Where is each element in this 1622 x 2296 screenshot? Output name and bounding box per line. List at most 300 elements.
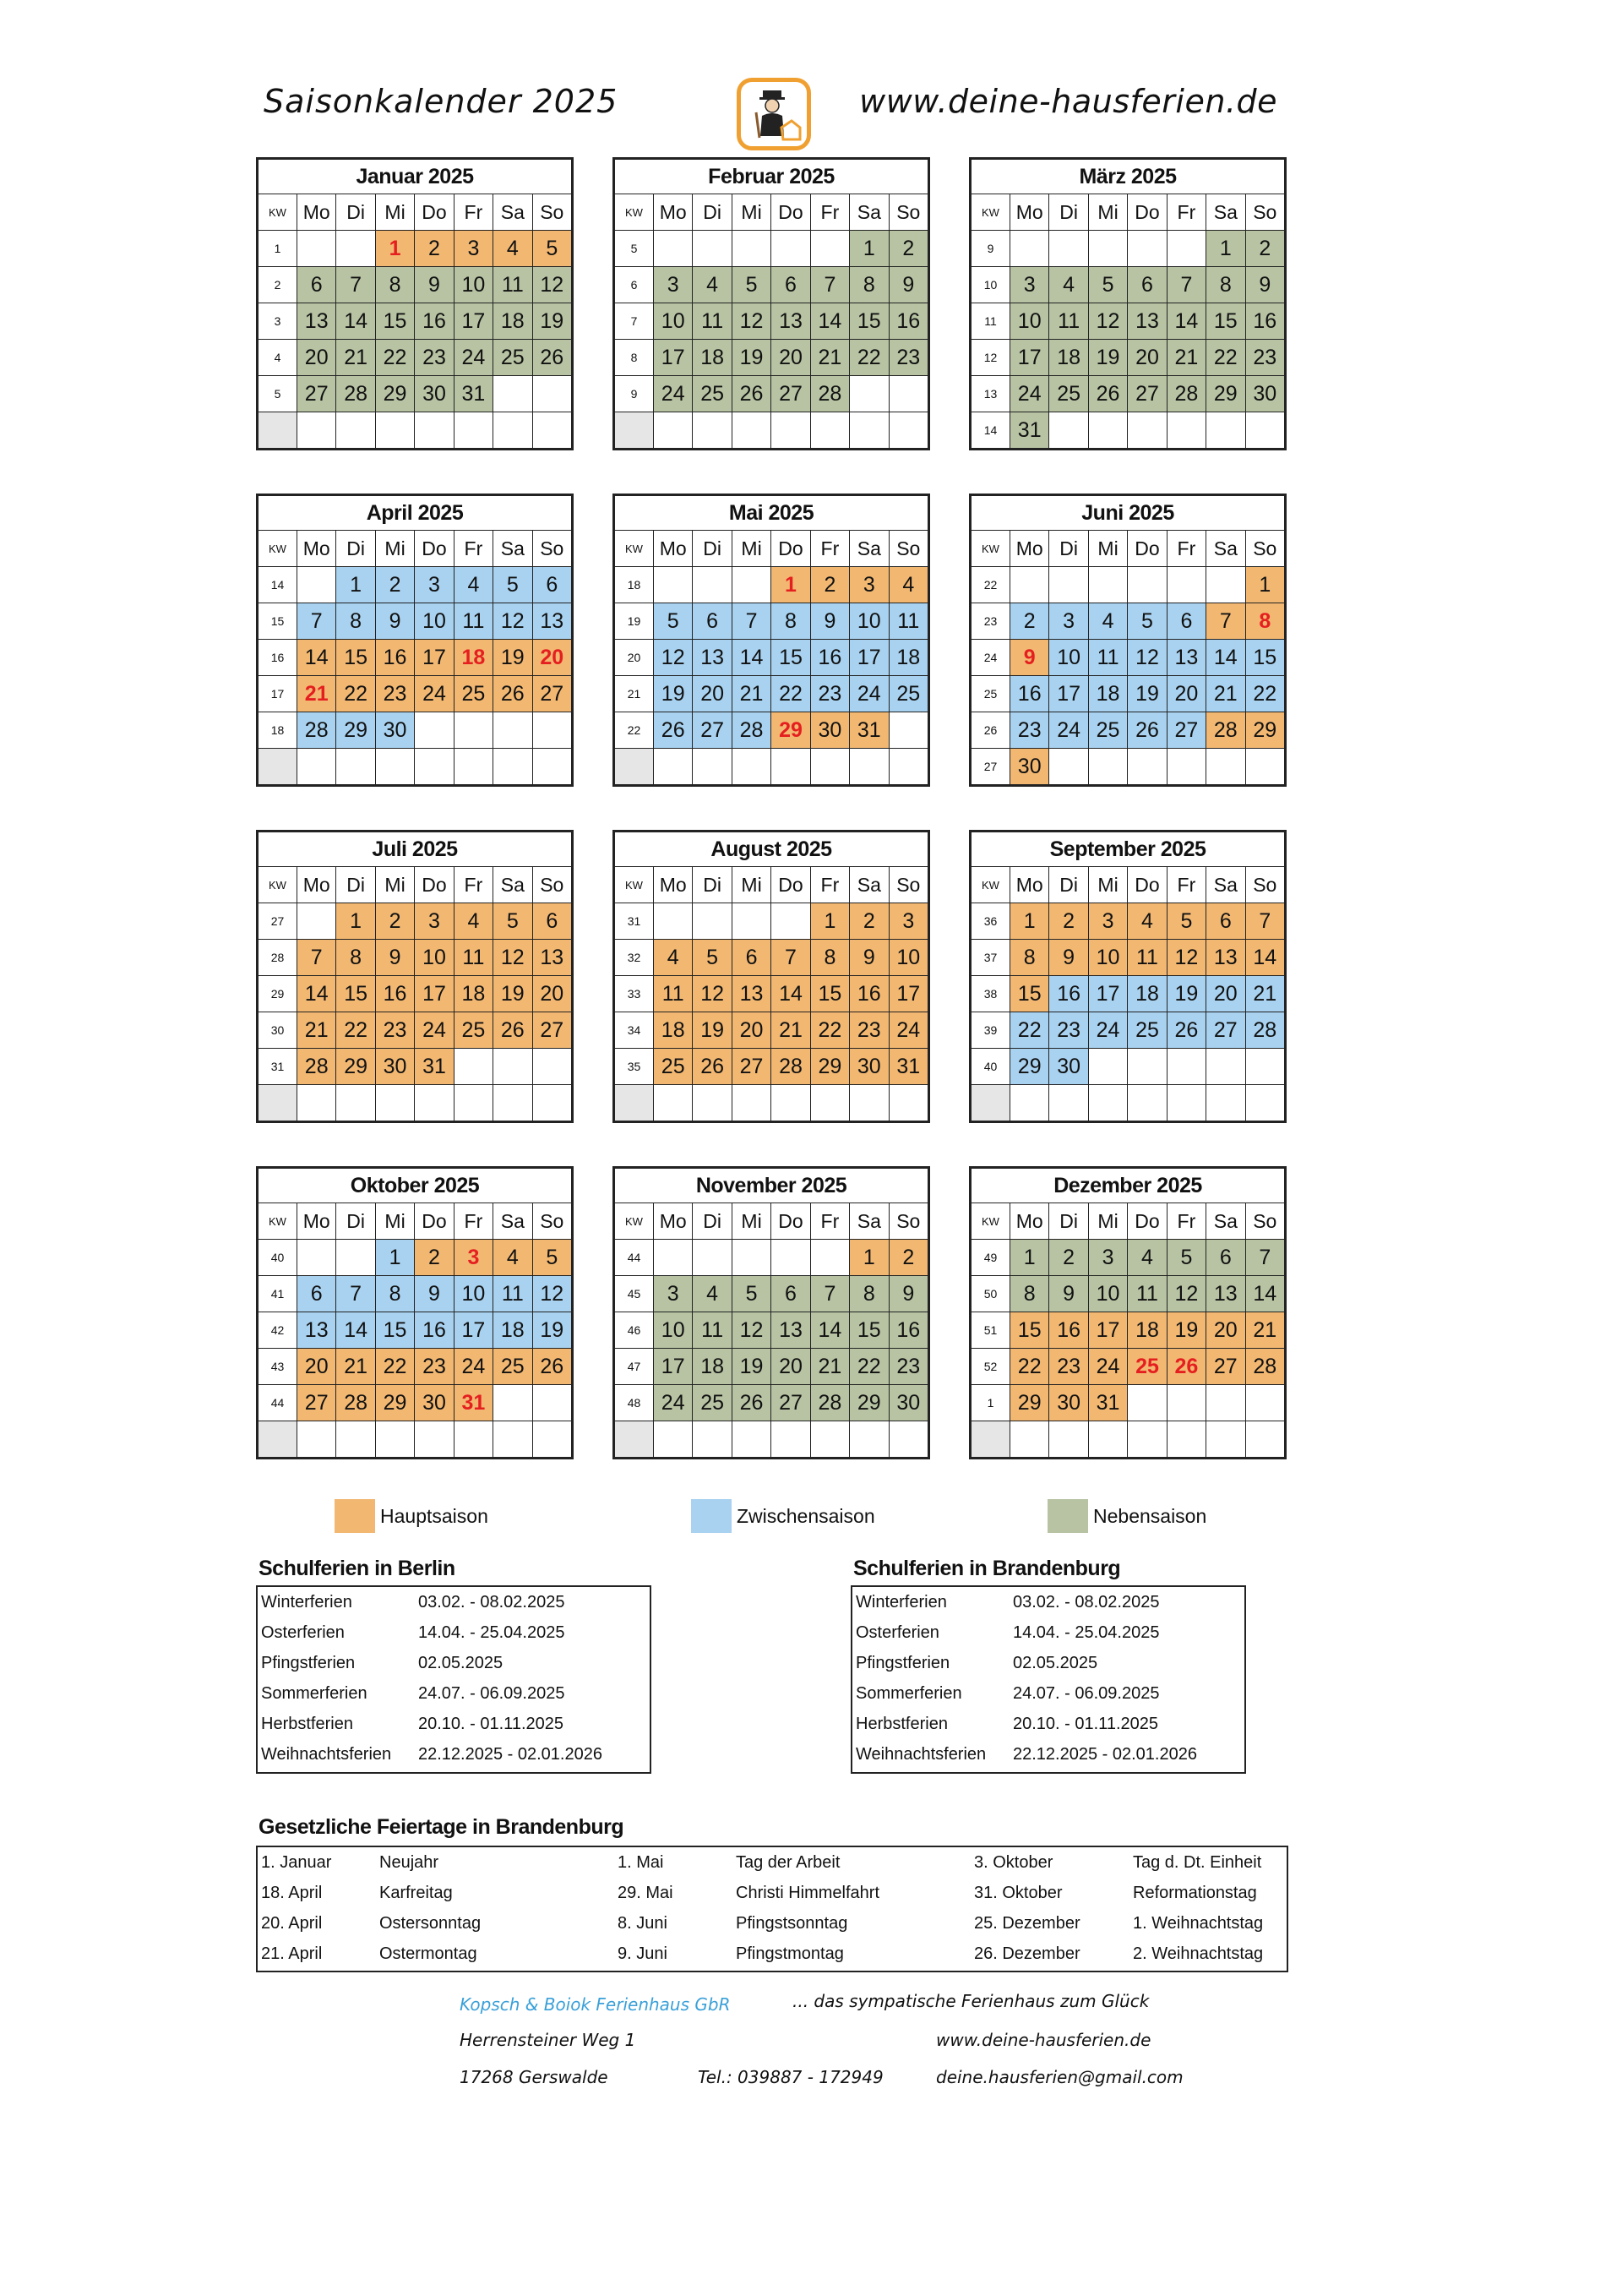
day-cell: 4: [693, 267, 732, 303]
feiertag-date: 26. Dezember: [974, 1944, 1080, 1963]
day-cell: [1167, 567, 1206, 603]
day-cell: 19: [532, 303, 571, 340]
page-title: Saisonkalender 2025: [264, 83, 618, 120]
day-cell: 19: [1088, 340, 1127, 376]
week-number: 9: [972, 231, 1010, 267]
week-number: 31: [615, 903, 654, 940]
day-cell: 8: [850, 267, 889, 303]
day-cell: 27: [297, 376, 336, 412]
ferien-name: Winterferien: [856, 1592, 947, 1612]
day-cell: 11: [493, 1276, 532, 1312]
weekday-header: KW: [615, 531, 654, 567]
month-title: November 2025: [615, 1169, 928, 1203]
day-cell: 7: [1245, 1240, 1284, 1276]
day-cell: [1206, 749, 1245, 785]
weekday-header: Mo: [654, 1203, 693, 1240]
day-cell: [693, 1085, 732, 1121]
day-cell: 22: [1010, 1012, 1049, 1049]
ferien-dates: 24.07. - 06.09.2025: [1013, 1683, 1160, 1703]
feiertag-date: 20. April: [261, 1913, 323, 1933]
day-cell: 26: [732, 376, 770, 412]
day-cell: 25: [454, 1012, 493, 1049]
day-cell: [1206, 1085, 1245, 1121]
month-7: [256, 830, 574, 1123]
day-cell: 5: [732, 267, 770, 303]
day-cell: 21: [1245, 1312, 1284, 1349]
day-cell: 29: [336, 1049, 375, 1085]
day-cell: 2: [850, 903, 889, 940]
legend-swatch: [1048, 1499, 1088, 1533]
day-cell: [654, 567, 693, 603]
day-cell: 7: [1206, 603, 1245, 640]
day-cell: 8: [336, 940, 375, 976]
day-cell: 12: [1088, 303, 1127, 340]
day-cell: 17: [454, 303, 493, 340]
legend-label: Zwischensaison: [737, 1504, 875, 1527]
day-cell: 7: [771, 940, 810, 976]
week-number: 49: [972, 1240, 1010, 1276]
day-cell: 10: [654, 1312, 693, 1349]
day-cell: [532, 749, 571, 785]
day-cell: 29: [1010, 1385, 1049, 1421]
day-cell: 9: [1049, 940, 1088, 976]
day-cell: 2: [1049, 1240, 1088, 1276]
feiertag-name: Neujahr: [379, 1852, 439, 1872]
day-cell: 6: [1206, 1240, 1245, 1276]
day-cell: 16: [375, 640, 414, 676]
month-4: [256, 494, 574, 787]
day-cell: 8: [375, 267, 414, 303]
ferien-row: [852, 1678, 1244, 1709]
weekday-header: Do: [771, 194, 810, 231]
day-cell: 6: [771, 267, 810, 303]
feiertag-row: [258, 1847, 1287, 1878]
day-cell: 29: [1206, 376, 1245, 412]
weekday-header: Fr: [1167, 1203, 1206, 1240]
day-cell: 10: [850, 603, 889, 640]
day-cell: 28: [1245, 1012, 1284, 1049]
day-cell: 17: [889, 976, 928, 1012]
day-cell: 14: [1245, 1276, 1284, 1312]
ferien-dates: 24.07. - 06.09.2025: [418, 1683, 565, 1703]
day-cell: 24: [1088, 1349, 1127, 1385]
day-cell: 20: [771, 1349, 810, 1385]
weekday-header: Mi: [375, 1203, 414, 1240]
day-cell: 17: [454, 1312, 493, 1349]
week-number: 45: [615, 1276, 654, 1312]
day-cell: [1128, 412, 1167, 449]
month-5: [612, 494, 930, 787]
ferien-dates: 20.10. - 01.11.2025: [418, 1714, 563, 1733]
day-cell: 3: [415, 903, 454, 940]
week-number: 14: [972, 412, 1010, 449]
day-cell: 3: [1088, 903, 1127, 940]
week-number: 13: [972, 376, 1010, 412]
day-cell: 22: [1010, 1349, 1049, 1385]
day-cell: 18: [693, 1349, 732, 1385]
day-cell: 18: [889, 640, 928, 676]
weekday-header: Mi: [732, 867, 770, 903]
day-cell: [693, 412, 732, 449]
week-number: 1: [259, 231, 297, 267]
day-cell: 19: [732, 1349, 770, 1385]
feiertag-row: [258, 1878, 1287, 1908]
day-cell: 5: [493, 903, 532, 940]
day-cell: 9: [1049, 1276, 1088, 1312]
day-cell: 2: [1245, 231, 1284, 267]
day-cell: 7: [336, 267, 375, 303]
day-cell: [1167, 412, 1206, 449]
day-cell: 18: [493, 1312, 532, 1349]
day-cell: 21: [810, 340, 849, 376]
ferien-dates: 22.12.2025 - 02.01.2026: [418, 1744, 602, 1764]
day-cell: 19: [493, 640, 532, 676]
day-cell: 26: [693, 1049, 732, 1085]
chimney-sweep-icon: [748, 87, 802, 143]
footer-website[interactable]: www.deine-hausferien.de: [936, 2030, 1151, 2050]
day-cell: 13: [693, 640, 732, 676]
day-cell: 31: [850, 712, 889, 749]
day-cell: [297, 412, 336, 449]
day-cell: 2: [415, 1240, 454, 1276]
day-cell: 11: [693, 303, 732, 340]
day-cell: [532, 1085, 571, 1121]
day-cell: [889, 376, 928, 412]
week-number: 12: [972, 340, 1010, 376]
day-cell: 29: [1245, 712, 1284, 749]
weekday-header: KW: [615, 194, 654, 231]
ferien-name: Herbstferien: [261, 1714, 353, 1733]
week-number: 16: [259, 640, 297, 676]
day-cell: [850, 1085, 889, 1121]
week-number: 34: [615, 1012, 654, 1049]
day-cell: 9: [810, 603, 849, 640]
day-cell: 18: [693, 340, 732, 376]
day-cell: 12: [1128, 640, 1167, 676]
day-cell: 15: [375, 1312, 414, 1349]
day-cell: 27: [732, 1049, 770, 1085]
day-cell: 6: [297, 267, 336, 303]
day-cell: [654, 749, 693, 785]
day-cell: 21: [810, 1349, 849, 1385]
day-cell: [810, 1085, 849, 1121]
feiertag-row: [258, 1939, 1287, 1969]
day-cell: 27: [771, 376, 810, 412]
day-cell: [1049, 1421, 1088, 1458]
day-cell: 14: [336, 1312, 375, 1349]
weekday-header: Sa: [1206, 1203, 1245, 1240]
day-cell: 23: [1049, 1012, 1088, 1049]
footer-slogan: ... das sympatische Ferienhaus zum Glück: [792, 1991, 1150, 2011]
day-cell: 31: [889, 1049, 928, 1085]
day-cell: 16: [415, 1312, 454, 1349]
week-number: 5: [615, 231, 654, 267]
weekday-header: Fr: [454, 867, 493, 903]
day-cell: 23: [1245, 340, 1284, 376]
day-cell: 31: [415, 1049, 454, 1085]
day-cell: 25: [493, 1349, 532, 1385]
week-number: 15: [259, 603, 297, 640]
month-title: September 2025: [972, 832, 1285, 867]
weekday-header: Sa: [850, 194, 889, 231]
week-number: 22: [972, 567, 1010, 603]
day-cell: 14: [810, 303, 849, 340]
ferien-name: Pfingstferien: [856, 1653, 950, 1672]
day-cell: 7: [297, 940, 336, 976]
day-cell: 26: [493, 676, 532, 712]
day-cell: 28: [771, 1049, 810, 1085]
day-cell: 26: [732, 1385, 770, 1421]
weekday-header: KW: [972, 531, 1010, 567]
day-cell: 27: [532, 676, 571, 712]
day-cell: 16: [889, 1312, 928, 1349]
weekday-header: Sa: [850, 531, 889, 567]
month-title: Oktober 2025: [259, 1169, 572, 1203]
day-cell: 9: [889, 267, 928, 303]
weekday-header: KW: [259, 194, 297, 231]
feiertag-row: [258, 1908, 1287, 1939]
day-cell: 12: [732, 303, 770, 340]
day-cell: [297, 903, 336, 940]
weekday-header: Di: [693, 867, 732, 903]
feiertag-name: Tag d. Dt. Einheit: [1133, 1852, 1262, 1872]
schulferien-brandenburg-title: Schulferien in Brandenburg: [853, 1557, 1121, 1580]
weekday-header: Di: [1049, 194, 1088, 231]
day-cell: 4: [1088, 603, 1127, 640]
day-cell: 11: [1049, 303, 1088, 340]
day-cell: [375, 1085, 414, 1121]
day-cell: 8: [1010, 1276, 1049, 1312]
weekday-header: Do: [415, 867, 454, 903]
day-cell: 1: [375, 1240, 414, 1276]
day-cell: 5: [1128, 603, 1167, 640]
ferien-dates: 20.10. - 01.11.2025: [1013, 1714, 1158, 1733]
day-cell: 27: [1128, 376, 1167, 412]
feiertag-date: 29. Mai: [618, 1883, 673, 1902]
day-cell: 2: [889, 1240, 928, 1276]
day-cell: 5: [493, 567, 532, 603]
day-cell: 24: [1010, 376, 1049, 412]
day-cell: 9: [889, 1276, 928, 1312]
day-cell: [889, 1085, 928, 1121]
day-cell: 7: [732, 603, 770, 640]
footer-email[interactable]: deine.hausferien@gmail.com: [936, 2067, 1184, 2087]
legend-swatch: [691, 1499, 732, 1533]
day-cell: [1128, 567, 1167, 603]
day-cell: [771, 903, 810, 940]
weekday-header: Fr: [810, 867, 849, 903]
month-2: [612, 157, 930, 450]
weekday-header: So: [1245, 531, 1284, 567]
day-cell: 7: [1167, 267, 1206, 303]
day-cell: 23: [850, 1012, 889, 1049]
day-cell: 8: [771, 603, 810, 640]
feiertag-name: Ostersonntag: [379, 1913, 482, 1933]
day-cell: 18: [1049, 340, 1088, 376]
week-number: 52: [972, 1349, 1010, 1385]
legend-item: [691, 1498, 875, 1534]
ferien-row: [852, 1709, 1244, 1739]
month-12: [969, 1166, 1287, 1459]
weekday-header: KW: [615, 867, 654, 903]
day-cell: [1049, 1085, 1088, 1121]
day-cell: [532, 412, 571, 449]
ferien-dates: 22.12.2025 - 02.01.2026: [1013, 1744, 1197, 1764]
month-title: März 2025: [972, 160, 1285, 194]
day-cell: 9: [415, 1276, 454, 1312]
weekday-header: Di: [693, 531, 732, 567]
legend-item: [1048, 1498, 1206, 1534]
day-cell: 13: [297, 1312, 336, 1349]
day-cell: [532, 712, 571, 749]
day-cell: 22: [336, 1012, 375, 1049]
ferien-row: [852, 1739, 1244, 1770]
day-cell: [732, 903, 770, 940]
day-cell: [493, 1385, 532, 1421]
day-cell: [654, 903, 693, 940]
day-cell: 8: [1010, 940, 1049, 976]
feiertag-date: 8. Juni: [618, 1913, 667, 1933]
day-cell: [532, 1049, 571, 1085]
day-cell: 30: [1010, 749, 1049, 785]
weekday-header: KW: [972, 194, 1010, 231]
day-cell: 6: [1206, 903, 1245, 940]
day-cell: 24: [1049, 712, 1088, 749]
day-cell: 15: [1010, 976, 1049, 1012]
weekday-header: So: [889, 1203, 928, 1240]
day-cell: 1: [1245, 567, 1284, 603]
day-cell: [336, 1085, 375, 1121]
weekday-header: KW: [972, 867, 1010, 903]
logo: [737, 78, 811, 150]
day-cell: 21: [1245, 976, 1284, 1012]
week-number: 43: [259, 1349, 297, 1385]
day-cell: [1128, 749, 1167, 785]
month-title: August 2025: [615, 832, 928, 867]
month-title: Dezember 2025: [972, 1169, 1285, 1203]
day-cell: 12: [493, 603, 532, 640]
day-cell: [693, 1421, 732, 1458]
week-number: [972, 1421, 1010, 1458]
weekday-header: Sa: [850, 867, 889, 903]
ferien-name: Weihnachtsferien: [261, 1744, 392, 1764]
day-cell: 14: [771, 976, 810, 1012]
month-title: Mai 2025: [615, 496, 928, 531]
feiertag-name: Pfingstmontag: [736, 1944, 844, 1963]
day-cell: [1245, 1385, 1284, 1421]
weekday-header: Fr: [810, 1203, 849, 1240]
week-number: [615, 1085, 654, 1121]
day-cell: 18: [1088, 676, 1127, 712]
day-cell: 3: [415, 567, 454, 603]
day-cell: 13: [771, 1312, 810, 1349]
weekday-header: Mo: [1010, 194, 1049, 231]
feiertage-table: [256, 1846, 1288, 1972]
day-cell: 23: [415, 1349, 454, 1385]
day-cell: [1088, 749, 1127, 785]
day-cell: 17: [654, 1349, 693, 1385]
day-cell: 28: [732, 712, 770, 749]
day-cell: 28: [1245, 1349, 1284, 1385]
day-cell: 28: [336, 376, 375, 412]
day-cell: [850, 749, 889, 785]
weekday-header: So: [1245, 1203, 1284, 1240]
week-number: [972, 1085, 1010, 1121]
day-cell: 20: [1167, 676, 1206, 712]
weekday-header: Do: [1128, 867, 1167, 903]
day-cell: 7: [297, 603, 336, 640]
day-cell: [693, 749, 732, 785]
day-cell: [1128, 1421, 1167, 1458]
day-cell: [732, 231, 770, 267]
day-cell: [810, 231, 849, 267]
day-cell: [454, 412, 493, 449]
weekday-header: Mo: [297, 867, 336, 903]
day-cell: 7: [1245, 903, 1284, 940]
day-cell: 26: [1088, 376, 1127, 412]
week-number: 28: [259, 940, 297, 976]
weekday-header: Mo: [297, 194, 336, 231]
day-cell: 6: [532, 903, 571, 940]
day-cell: [889, 749, 928, 785]
week-number: 25: [972, 676, 1010, 712]
day-cell: 8: [1245, 603, 1284, 640]
weekday-header: KW: [972, 1203, 1010, 1240]
weekday-header: Do: [1128, 1203, 1167, 1240]
weekday-header: Mo: [297, 1203, 336, 1240]
legend-item: [335, 1498, 488, 1534]
day-cell: 4: [493, 231, 532, 267]
schulferien-berlin-title: Schulferien in Berlin: [259, 1557, 455, 1580]
day-cell: 25: [1049, 376, 1088, 412]
weekday-header: Di: [336, 867, 375, 903]
weekday-header: Fr: [1167, 194, 1206, 231]
week-number: 44: [259, 1385, 297, 1421]
week-number: [259, 412, 297, 449]
day-cell: 3: [1049, 603, 1088, 640]
day-cell: 17: [654, 340, 693, 376]
day-cell: [415, 1421, 454, 1458]
day-cell: 13: [532, 603, 571, 640]
day-cell: 26: [654, 712, 693, 749]
day-cell: 6: [532, 567, 571, 603]
day-cell: [1245, 1085, 1284, 1121]
weekday-header: Fr: [1167, 531, 1206, 567]
day-cell: 13: [532, 940, 571, 976]
day-cell: [493, 1421, 532, 1458]
day-cell: 24: [654, 376, 693, 412]
week-number: 11: [972, 303, 1010, 340]
day-cell: [297, 749, 336, 785]
week-number: 18: [615, 567, 654, 603]
week-number: 23: [972, 603, 1010, 640]
day-cell: 7: [810, 267, 849, 303]
day-cell: 3: [454, 231, 493, 267]
day-cell: [693, 903, 732, 940]
feiertag-date: 3. Oktober: [974, 1852, 1053, 1872]
day-cell: 8: [375, 1276, 414, 1312]
day-cell: 23: [889, 340, 928, 376]
day-cell: 4: [654, 940, 693, 976]
day-cell: 28: [810, 1385, 849, 1421]
day-cell: [889, 1421, 928, 1458]
day-cell: 1: [375, 231, 414, 267]
day-cell: [1245, 1049, 1284, 1085]
day-cell: 11: [1128, 1276, 1167, 1312]
day-cell: 25: [693, 376, 732, 412]
day-cell: 28: [810, 376, 849, 412]
weekday-header: Do: [415, 531, 454, 567]
